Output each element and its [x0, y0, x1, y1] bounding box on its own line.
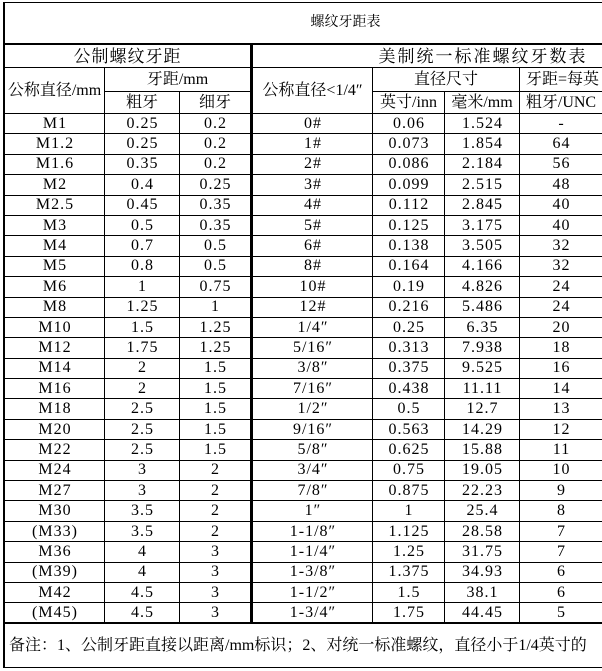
metric-size-cell: M8	[5, 298, 105, 318]
unc-tpi-cell: 24	[520, 298, 602, 318]
unc-tpi-cell: 6	[520, 583, 602, 603]
table-row	[5, 277, 602, 297]
unified-size-cell: 1-3/4″	[253, 603, 373, 623]
fine-pitch-cell: 0.2	[180, 114, 253, 134]
fine-pitch-header: 细牙	[180, 92, 253, 114]
inch-size-cell: 0.086	[373, 155, 445, 175]
unified-size-cell: 5/8″	[253, 440, 373, 460]
metric-size-cell: (M39)	[5, 563, 105, 583]
mm-size-cell: 25.4	[445, 501, 520, 521]
inch-size-cell: 0.5	[373, 399, 445, 419]
coarse-pitch-cell: 3.5	[105, 522, 180, 542]
mm-size-cell: 1.854	[445, 134, 520, 154]
unc-tpi-cell: 18	[520, 338, 602, 358]
fine-pitch-cell: 3	[180, 563, 253, 583]
unified-size-cell: 1#	[253, 134, 373, 154]
inch-size-cell: 0.438	[373, 379, 445, 399]
inch-size-cell: 0.06	[373, 114, 445, 134]
unified-size-cell: 7/8″	[253, 481, 373, 501]
table-row	[5, 583, 602, 603]
metric-size-cell: M1.2	[5, 134, 105, 154]
mm-size-cell: 11.11	[445, 379, 520, 399]
fine-pitch-cell: 0.35	[180, 216, 253, 236]
inch-size-cell: 1.375	[373, 563, 445, 583]
footnote: 备注：1、公制牙距直接以距离/mm标识；2、对统一标准螺纹，直径小于1/4英寸的	[5, 624, 602, 668]
inch-size-cell: 0.19	[373, 277, 445, 297]
inch-size-header: 英寸/inn	[373, 92, 445, 114]
coarse-pitch-cell: 2.5	[105, 440, 180, 460]
metric-size-cell: M5	[5, 257, 105, 277]
inch-size-cell: 0.164	[373, 257, 445, 277]
fine-pitch-cell: 0.5	[180, 257, 253, 277]
unified-size-cell: 4#	[253, 196, 373, 216]
table-row	[5, 298, 602, 318]
mm-size-cell: 5.486	[445, 298, 520, 318]
coarse-pitch-cell: 0.7	[105, 236, 180, 256]
metric-size-cell: M27	[5, 481, 105, 501]
metric-size-cell: M22	[5, 440, 105, 460]
table-row	[5, 461, 602, 481]
metric-size-cell: M3	[5, 216, 105, 236]
inch-size-cell: 1.5	[373, 583, 445, 603]
unc-tpi-cell: 32	[520, 257, 602, 277]
mm-size-cell: 4.166	[445, 257, 520, 277]
metric-size-cell: M2.5	[5, 196, 105, 216]
coarse-pitch-cell: 0.5	[105, 216, 180, 236]
unc-tpi-cell: 64	[520, 134, 602, 154]
metric-size-cell: M12	[5, 338, 105, 358]
fine-pitch-cell: 1.5	[180, 379, 253, 399]
table-row	[5, 236, 602, 256]
mm-size-cell: 3.505	[445, 236, 520, 256]
mm-size-cell: 6.35	[445, 318, 520, 338]
thread-pitch-table	[3, 2, 602, 668]
inch-size-cell: 0.563	[373, 420, 445, 440]
fine-pitch-cell: 1.5	[180, 420, 253, 440]
metric-size-cell: M30	[5, 501, 105, 521]
table-body	[5, 114, 602, 624]
metric-size-cell: (M45)	[5, 603, 105, 623]
unc-header: 粗牙/UNC	[520, 92, 602, 114]
coarse-pitch-cell: 3.5	[105, 501, 180, 521]
unc-tpi-cell: 40	[520, 216, 602, 236]
unc-tpi-cell: 8	[520, 501, 602, 521]
inch-size-cell: 1.75	[373, 603, 445, 623]
coarse-pitch-cell: 3	[105, 481, 180, 501]
mm-size-cell: 2.515	[445, 175, 520, 195]
metric-size-cell: M4	[5, 236, 105, 256]
fine-pitch-cell: 0.35	[180, 196, 253, 216]
unc-tpi-cell: 20	[520, 318, 602, 338]
coarse-pitch-cell: 1.75	[105, 338, 180, 358]
unc-tpi-cell: 32	[520, 236, 602, 256]
fine-pitch-cell: 2	[180, 481, 253, 501]
inch-size-cell: 0.125	[373, 216, 445, 236]
unc-tpi-cell: 24	[520, 277, 602, 297]
unc-tpi-cell: 10	[520, 461, 602, 481]
fine-pitch-cell: 3	[180, 542, 253, 562]
mm-size-cell: 1.524	[445, 114, 520, 134]
metric-size-header: 公称直径/mm	[5, 68, 105, 114]
unified-size-cell: 8#	[253, 257, 373, 277]
inch-size-cell: 0.75	[373, 461, 445, 481]
table-row	[5, 134, 602, 154]
mm-size-cell: 7.938	[445, 338, 520, 358]
inch-size-cell: 0.099	[373, 175, 445, 195]
mm-size-cell: 22.23	[445, 481, 520, 501]
unified-size-cell: 3/8″	[253, 359, 373, 379]
mm-size-cell: 34.93	[445, 563, 520, 583]
fine-pitch-cell: 2	[180, 522, 253, 542]
unc-tpi-cell: 14	[520, 379, 602, 399]
unified-size-cell: 5/16″	[253, 338, 373, 358]
fine-pitch-cell: 1.5	[180, 399, 253, 419]
table-row	[5, 175, 602, 195]
unc-tpi-cell: 7	[520, 542, 602, 562]
table-row	[5, 196, 602, 216]
fine-pitch-cell: 1.25	[180, 318, 253, 338]
unc-tpi-cell: 13	[520, 399, 602, 419]
unified-size-cell: 1-1/4″	[253, 542, 373, 562]
table-row	[5, 542, 602, 562]
inch-size-cell: 0.112	[373, 196, 445, 216]
unc-tpi-cell: 48	[520, 175, 602, 195]
inch-size-cell: 0.073	[373, 134, 445, 154]
fine-pitch-cell: 1.5	[180, 440, 253, 460]
diameter-dimension-header: 直径尺寸	[373, 68, 520, 92]
unified-size-cell: 1/4″	[253, 318, 373, 338]
metric-size-cell: M10	[5, 318, 105, 338]
mm-size-cell: 2.184	[445, 155, 520, 175]
mm-size-cell: 12.7	[445, 399, 520, 419]
unified-size-cell: 9/16″	[253, 420, 373, 440]
metric-pitch-header: 牙距/mm	[105, 68, 253, 92]
metric-size-cell: M42	[5, 583, 105, 603]
coarse-pitch-cell: 1.25	[105, 298, 180, 318]
coarse-pitch-cell: 0.8	[105, 257, 180, 277]
fine-pitch-cell: 3	[180, 603, 253, 623]
coarse-pitch-cell: 0.25	[105, 134, 180, 154]
coarse-pitch-cell: 3	[105, 461, 180, 481]
table-row	[5, 399, 602, 419]
coarse-pitch-cell: 2.5	[105, 399, 180, 419]
mm-size-cell: 9.525	[445, 359, 520, 379]
inch-size-cell: 0.625	[373, 440, 445, 460]
mm-size-cell: 38.1	[445, 583, 520, 603]
unified-size-cell: 3#	[253, 175, 373, 195]
mm-size-cell: 4.826	[445, 277, 520, 297]
unified-size-cell: 7/16″	[253, 379, 373, 399]
inch-size-cell: 0.375	[373, 359, 445, 379]
unc-tpi-cell: 56	[520, 155, 602, 175]
mm-size-cell: 31.75	[445, 542, 520, 562]
unc-tpi-cell: 11	[520, 440, 602, 460]
metric-size-cell: M6	[5, 277, 105, 297]
mm-size-header: 毫米/mm	[445, 92, 520, 114]
unified-size-cell: 12#	[253, 298, 373, 318]
unified-size-cell: 1-1/8″	[253, 522, 373, 542]
unc-tpi-cell: 16	[520, 359, 602, 379]
table-row	[5, 216, 602, 236]
fine-pitch-cell: 0.2	[180, 134, 253, 154]
inch-size-cell: 0.216	[373, 298, 445, 318]
metric-size-cell: M2	[5, 175, 105, 195]
fine-pitch-cell: 1	[180, 298, 253, 318]
unified-size-cell: 3/4″	[253, 461, 373, 481]
coarse-pitch-cell: 0.4	[105, 175, 180, 195]
unified-size-cell: 1-3/8″	[253, 563, 373, 583]
mm-size-cell: 19.05	[445, 461, 520, 481]
fine-pitch-cell: 0.25	[180, 175, 253, 195]
table-row	[5, 481, 602, 501]
mm-size-cell: 44.45	[445, 603, 520, 623]
table-row	[5, 563, 602, 583]
inch-size-cell: 1.25	[373, 542, 445, 562]
coarse-pitch-header: 粗牙	[105, 92, 180, 114]
table-row	[5, 522, 602, 542]
unc-tpi-cell: 6	[520, 563, 602, 583]
mm-size-cell: 28.58	[445, 522, 520, 542]
table-row	[5, 420, 602, 440]
mm-size-cell: 3.175	[445, 216, 520, 236]
unc-tpi-cell: 40	[520, 196, 602, 216]
fine-pitch-cell: 1.25	[180, 338, 253, 358]
inch-size-cell: 1	[373, 501, 445, 521]
unified-size-cell: 2#	[253, 155, 373, 175]
table-row	[5, 318, 602, 338]
coarse-pitch-cell: 2	[105, 359, 180, 379]
metric-size-cell: M20	[5, 420, 105, 440]
inch-size-cell: 1.125	[373, 522, 445, 542]
unc-tpi-cell: 7	[520, 522, 602, 542]
coarse-pitch-cell: 1.5	[105, 318, 180, 338]
metric-size-cell: M16	[5, 379, 105, 399]
unified-size-cell: 1/2″	[253, 399, 373, 419]
fine-pitch-cell: 0.5	[180, 236, 253, 256]
table-row	[5, 603, 602, 623]
coarse-pitch-cell: 0.25	[105, 114, 180, 134]
metric-size-cell: M1.6	[5, 155, 105, 175]
fine-pitch-cell: 0.2	[180, 155, 253, 175]
unified-size-cell: 1-1/2″	[253, 583, 373, 603]
coarse-pitch-cell: 4	[105, 542, 180, 562]
inch-size-cell: 0.875	[373, 481, 445, 501]
inch-size-cell: 0.138	[373, 236, 445, 256]
table-row	[5, 114, 602, 134]
fine-pitch-cell: 2	[180, 501, 253, 521]
unified-size-cell: 5#	[253, 216, 373, 236]
unc-tpi-cell: -	[520, 114, 602, 134]
mm-size-cell: 2.845	[445, 196, 520, 216]
fine-pitch-cell: 2	[180, 461, 253, 481]
unc-tpi-cell: 9	[520, 481, 602, 501]
unified-section-heading: 美制统一标准螺纹牙数表	[253, 45, 602, 68]
table-row	[5, 359, 602, 379]
inch-size-cell: 0.313	[373, 338, 445, 358]
coarse-pitch-cell: 2	[105, 379, 180, 399]
metric-section-heading: 公制螺纹牙距	[5, 45, 253, 68]
table-title: 螺纹牙距表	[5, 3, 602, 45]
table-row	[5, 501, 602, 521]
table-row	[5, 338, 602, 358]
unc-tpi-cell: 5	[520, 603, 602, 623]
coarse-pitch-cell: 0.35	[105, 155, 180, 175]
metric-size-cell: M14	[5, 359, 105, 379]
table-row	[5, 379, 602, 399]
coarse-pitch-cell: 4	[105, 563, 180, 583]
metric-size-cell: M1	[5, 114, 105, 134]
fine-pitch-cell: 0.75	[180, 277, 253, 297]
metric-size-cell: (M33)	[5, 522, 105, 542]
unified-size-header: 公称直径<1/4″	[253, 68, 373, 114]
threads-per-inch-header: 牙距=每英	[520, 68, 602, 92]
inch-size-cell: 0.25	[373, 318, 445, 338]
fine-pitch-cell: 3	[180, 583, 253, 603]
unc-tpi-cell: 12	[520, 420, 602, 440]
coarse-pitch-cell: 4.5	[105, 583, 180, 603]
table-row	[5, 440, 602, 460]
unified-size-cell: 6#	[253, 236, 373, 256]
metric-size-cell: M24	[5, 461, 105, 481]
unified-size-cell: 10#	[253, 277, 373, 297]
coarse-pitch-cell: 0.45	[105, 196, 180, 216]
table-row	[5, 155, 602, 175]
fine-pitch-cell: 1.5	[180, 359, 253, 379]
coarse-pitch-cell: 1	[105, 277, 180, 297]
unified-size-cell: 1″	[253, 501, 373, 521]
coarse-pitch-cell: 4.5	[105, 603, 180, 623]
coarse-pitch-cell: 2.5	[105, 420, 180, 440]
unified-size-cell: 0#	[253, 114, 373, 134]
metric-size-cell: M36	[5, 542, 105, 562]
mm-size-cell: 14.29	[445, 420, 520, 440]
table-row	[5, 257, 602, 277]
mm-size-cell: 15.88	[445, 440, 520, 460]
metric-size-cell: M18	[5, 399, 105, 419]
